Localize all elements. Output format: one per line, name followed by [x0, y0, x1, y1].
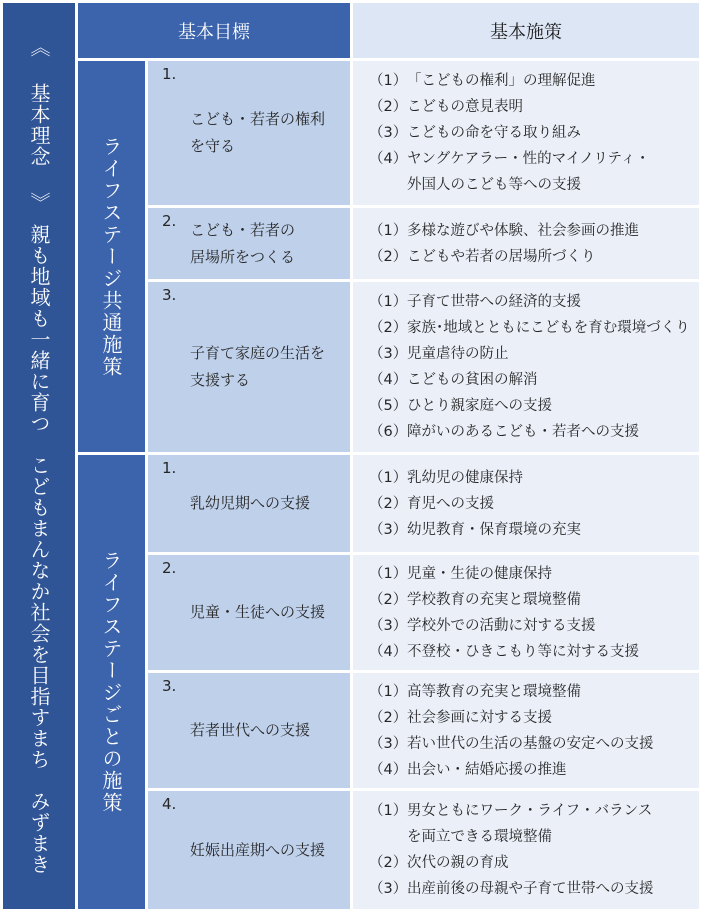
- goal-number: 2.: [162, 212, 177, 230]
- goal-label: こども・若者の権利 を守る: [190, 110, 326, 155]
- goal-label: 児童・生徒への支援: [190, 603, 326, 621]
- policy-item: [369, 639, 695, 665]
- goal-number: 2.: [162, 559, 177, 577]
- policy-item: [369, 613, 695, 639]
- policy-number: （4）: [369, 643, 408, 660]
- policy-number: （2）: [369, 495, 408, 512]
- goal-number: 1.: [162, 459, 177, 477]
- goal-cell: [148, 61, 350, 205]
- policy-item: [369, 94, 695, 120]
- policy-number: （6）: [369, 424, 408, 440]
- policy-label: 男女ともにワーク・ライフ・バランス を両立できる環境整備: [407, 803, 653, 845]
- policy-label: 次代の親の育成: [407, 855, 509, 871]
- policy-item: [369, 120, 695, 146]
- policy-number: （3）: [369, 735, 408, 752]
- policy-number: （2）: [369, 709, 408, 726]
- policy-label: こどもの命を守る取り組み: [407, 125, 581, 141]
- header-policy: 基本施策: [353, 3, 699, 58]
- header-goal: 基本目標: [78, 3, 350, 58]
- policy-label: 学校外での活動に対する支援: [407, 617, 596, 634]
- policy-cell: [353, 455, 699, 552]
- goal-number: 4.: [162, 795, 177, 813]
- policy-number: （4）: [369, 761, 408, 778]
- policy-label: こどもや若者の居場所づくり: [407, 248, 596, 265]
- policy-number: （2）: [369, 99, 408, 115]
- policy-cell: [353, 673, 699, 788]
- policy-label: 障がいのあるこども・若者への支援: [407, 424, 639, 440]
- policy-item: [369, 517, 695, 543]
- policy-cell: [353, 208, 699, 279]
- policy-item: [369, 244, 695, 270]
- policy-number: （3）: [369, 617, 408, 634]
- policy-number: （3）: [369, 521, 408, 538]
- policy-label: 社会参画に対する支援: [407, 709, 552, 726]
- goal-number: 3.: [162, 677, 177, 695]
- group-label-common: ライフステージ共通施策: [78, 61, 145, 452]
- goal-cell: [148, 282, 350, 452]
- goal-label: 子育て家庭の生活を 支援する: [190, 344, 326, 389]
- goal-cell: [148, 791, 350, 909]
- policy-number: （2）: [369, 248, 408, 265]
- policy-item: [369, 491, 695, 517]
- policy-number: （4）: [369, 151, 408, 167]
- policy-label: 出会い・結婚応援の推進: [407, 761, 567, 778]
- policy-item: [369, 393, 695, 419]
- policy-number: （4）: [369, 372, 408, 388]
- policy-label: こどもの意見表明: [407, 99, 523, 115]
- policy-label: 若い世代の生活の基盤の安定への支援: [407, 735, 654, 752]
- policy-item: [369, 367, 695, 393]
- policy-item: [369, 705, 695, 731]
- policy-number: （3）: [369, 346, 408, 362]
- policy-item: [369, 876, 695, 902]
- policy-label: 高等教育の充実と環境整備: [407, 683, 581, 700]
- goal-cell: [148, 208, 350, 279]
- policy-number: （5）: [369, 398, 408, 414]
- policy-item: [369, 68, 695, 94]
- policy-item: [369, 341, 695, 367]
- policy-label: 「こどもの権利」の理解促進: [407, 73, 596, 89]
- policy-label: ひとり親家庭への支援: [407, 398, 552, 414]
- goal-label: 若者世代への支援: [190, 721, 311, 739]
- goal-label: こども・若者の 居場所をつくる: [190, 220, 296, 266]
- policy-cell: [353, 282, 699, 452]
- policy-item: [369, 850, 695, 876]
- policy-number: （3）: [369, 125, 408, 141]
- policy-item: [369, 587, 695, 613]
- basic-concept-banner: 《 基本理念 》 親も地域も一緒に育つ こどもまんなか社会を目指すまち みずまき: [3, 3, 75, 909]
- policy-number: （1）: [369, 222, 408, 239]
- policy-label: 不登校・ひきこもり等に対する支援: [407, 643, 639, 660]
- goal-label: 妊娠出産期への支援: [190, 840, 326, 859]
- policy-label: 子育て世帯への経済的支援: [407, 294, 581, 310]
- policy-number: （1）: [369, 469, 408, 486]
- group-label-lifestage: ライフステージごとの施策: [78, 455, 145, 909]
- policy-number: （2）: [369, 855, 408, 871]
- policy-label: 育児への支援: [407, 495, 494, 512]
- goal-label: 乳幼児期への支援: [190, 494, 311, 512]
- goal-cell: [148, 455, 350, 552]
- policy-number: （2）: [369, 320, 408, 336]
- policy-item: [369, 146, 695, 198]
- policy-cell: [353, 61, 699, 205]
- policy-number: （1）: [369, 73, 408, 89]
- policy-item: [369, 315, 695, 341]
- policy-label: 幼児教育・保育環境の充実: [407, 521, 581, 538]
- policy-item: [369, 798, 695, 850]
- goal-number: 3.: [162, 286, 177, 304]
- policy-label: 児童虐待の防止: [407, 346, 509, 362]
- policy-cell: [353, 791, 699, 909]
- policy-label: 家族･地域とともにこどもを育む環境づくり: [407, 320, 690, 336]
- policy-number: （1）: [369, 683, 408, 700]
- policy-number: （3）: [369, 881, 408, 897]
- policy-number: （1）: [369, 803, 408, 819]
- policy-item: [369, 289, 695, 315]
- policy-label: 多様な遊びや体験、社会参画の推進: [407, 222, 639, 239]
- policy-cell: [353, 555, 699, 670]
- policy-label: 学校教育の充実と環境整備: [407, 591, 581, 608]
- goal-cell: [148, 673, 350, 788]
- policy-item: [369, 731, 695, 757]
- policy-label: 乳幼児の健康保持: [407, 469, 523, 486]
- policy-number: （1）: [369, 294, 408, 310]
- policy-item: [369, 561, 695, 587]
- policy-item: [369, 419, 695, 445]
- goal-cell: [148, 555, 350, 670]
- policy-item: [369, 757, 695, 783]
- policy-label: 児童・生徒の健康保持: [407, 565, 552, 582]
- policy-number: （2）: [369, 591, 408, 608]
- policy-label: ヤングケアラー・性的マイノリティ・ 外国人のこども等への支援: [407, 151, 650, 193]
- policy-label: こどもの貧困の解消: [407, 372, 538, 388]
- goal-number: 1.: [162, 65, 177, 83]
- policy-item: [369, 465, 695, 491]
- policy-number: （1）: [369, 565, 408, 582]
- policy-item: [369, 218, 695, 244]
- policy-item: [369, 679, 695, 705]
- policy-label: 出産前後の母親や子育て世帯への支援: [407, 881, 654, 897]
